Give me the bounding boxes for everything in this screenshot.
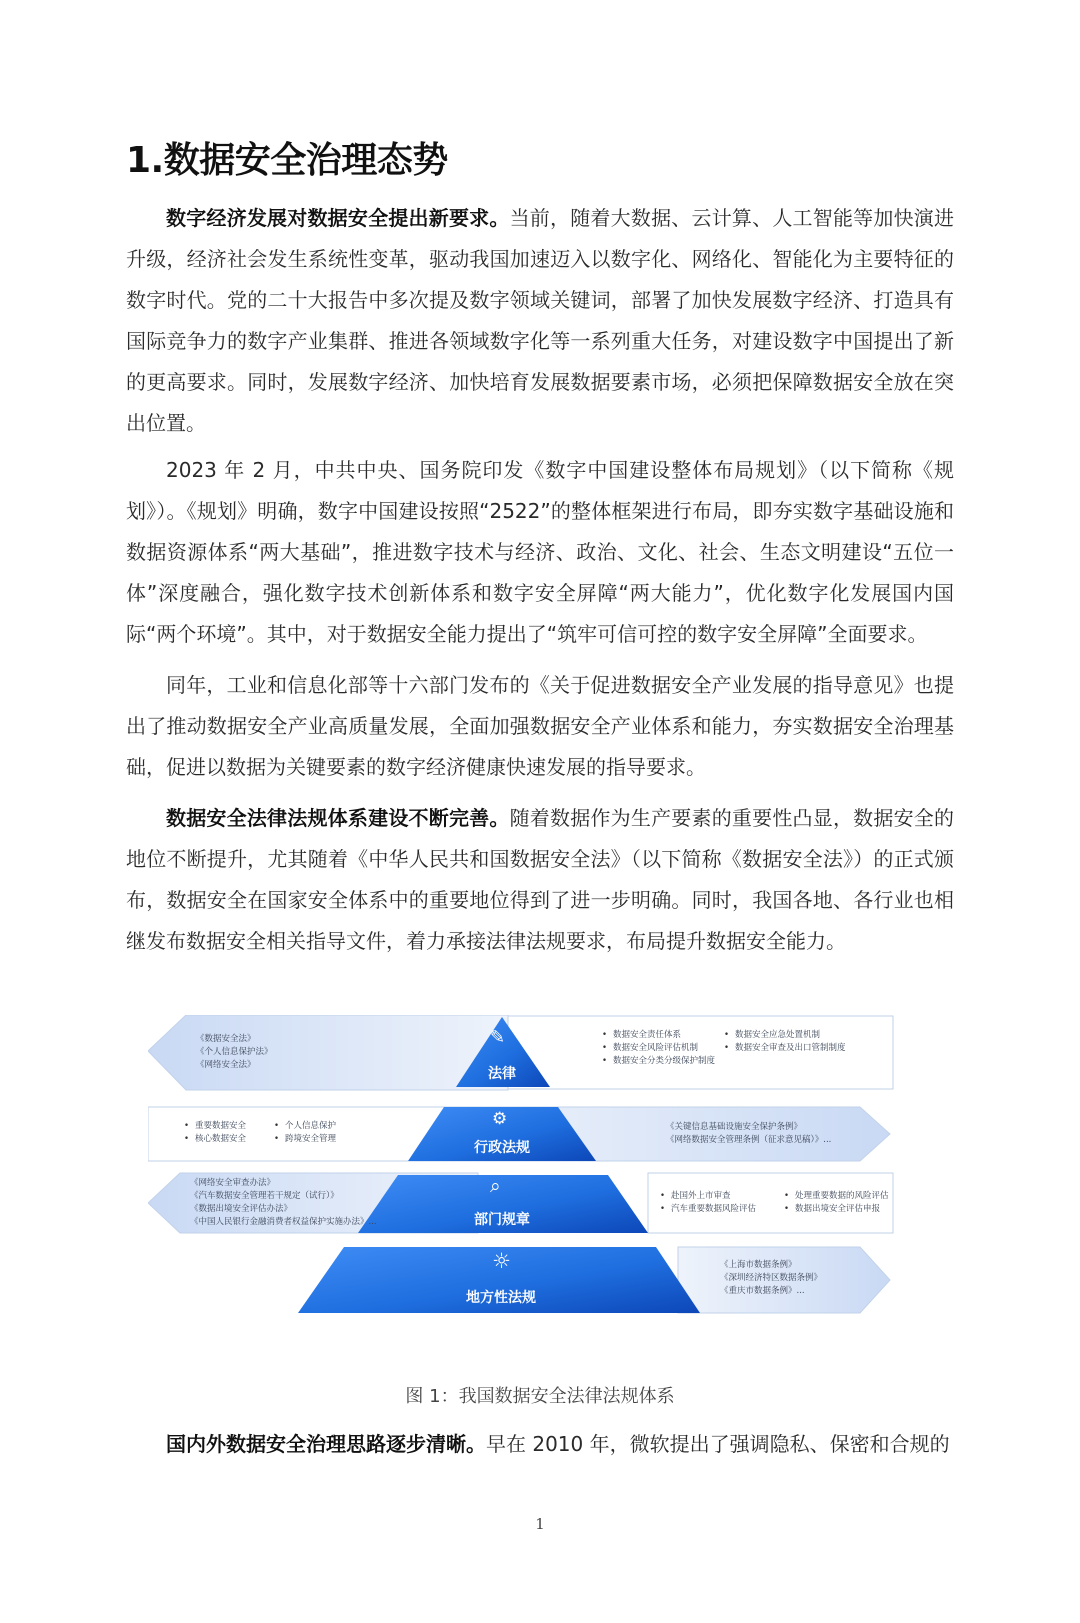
list-item: 《网络安全审查办法》 (190, 1178, 276, 1188)
list-item: 《网络安全法》 (196, 1060, 256, 1070)
legal-framework-pyramid-figure (148, 1015, 928, 1355)
law-right-list-a (600, 1029, 715, 1068)
lightbulb-icon: ☼ (492, 1249, 511, 1273)
figure-caption: 图 1：我国数据安全法律法规体系 (405, 1386, 675, 1407)
list-item: • 重要数据安全 (182, 1120, 246, 1133)
paragraph-lead: 国内外数据安全治理思路逐步清晰。 (166, 1432, 486, 1456)
tier-label-local: 地方性法规 (466, 1290, 536, 1306)
admin-right-list (666, 1121, 831, 1147)
admin-left-list (182, 1120, 336, 1146)
list-item: 《深圳经济特区数据条例》 (720, 1273, 823, 1283)
paragraph-digital-economy (126, 198, 954, 444)
list-item: • 跨境安全管理 (272, 1133, 336, 1146)
list-item: • 数据安全审查及出口管制制度 (722, 1042, 846, 1055)
list-item: • 汽车重要数据风险评估 (658, 1203, 756, 1216)
list-item: 《数据安全法》 (196, 1034, 256, 1044)
list-item: • 个人信息保护 (272, 1120, 336, 1133)
list-item: 《中国人民银行金融消费者权益保护实施办法》... (190, 1217, 377, 1227)
search-icon: ⌕ (490, 1175, 501, 1197)
list-item: • 处理重要数据的风险评估 (782, 1190, 889, 1203)
list-item: 《上海市数据条例》 (720, 1260, 797, 1270)
local-right-list (720, 1259, 822, 1298)
law-left-list (196, 1033, 273, 1072)
paragraph-text: 早在 2010 年，微软提出了强调隐私、保密和合规的 (486, 1432, 950, 1456)
list-item: 《数据出境安全评估办法》 (190, 1204, 293, 1214)
gear-icon: ⚙ (492, 1109, 508, 1129)
list-item: • 数据出境安全评估申报 (782, 1203, 889, 1216)
list-item: • 核心数据安全 (182, 1133, 246, 1146)
list-item: • 数据安全风险评估机制 (600, 1042, 715, 1055)
section-title: 1.数据安全治理态势 (126, 140, 448, 181)
gavel-icon: ✎ (490, 1027, 506, 1048)
paragraph-legal-system (126, 798, 954, 962)
list-item: • 数据安全分类分级保护制度 (600, 1055, 715, 1068)
list-item: • 赴国外上市审查 (658, 1190, 756, 1203)
list-item: 《汽车数据安全管理若干规定（试行）》 (190, 1191, 339, 1201)
paragraph-digital-china-plan (126, 450, 954, 655)
tier-label-admin: 行政法规 (474, 1140, 530, 1156)
list-item: 《关键信息基础设施安全保护条例》 (666, 1122, 803, 1132)
tier-label-law: 法律 (488, 1066, 516, 1082)
dept-right-list (658, 1190, 889, 1216)
list-item: 《重庆市数据条例》... (720, 1286, 805, 1296)
list-item: • 数据安全责任体系 (600, 1029, 715, 1042)
law-right-list-b (722, 1029, 846, 1055)
list-item: 《个人信息保护法》 (196, 1047, 273, 1057)
list-item: 《网络数据安全管理条例（征求意见稿）》... (666, 1135, 832, 1145)
paragraph-text: 当前，随着大数据、云计算、人工智能等加快演进升级，经济社会发生系统性变革，驱动我国加速迈入以数字化、网络化、智能化为主要特征的数字时代。党的二十大报告中多次提及数字领域关键词，部署了加快发展数字经济、打造具有国际竞争力的数字产业集群、推进各领域数字化等一系列重大任务，对建设数字中国提出了新的更高要求。同时，发展数字经济、加快培育发展数据要素市场，必须把保障数据安全放在突出位置。 (126, 206, 955, 435)
paragraph-industry-guidance (126, 665, 954, 788)
paragraph-text: 2023 年 2 月，中共中央、国务院印发《数字中国建设整体布局规划》（以下简称《规划》）。《规划》明确，数字中国建设按照“2522”的整体框架进行布局，即夯实数字基础设施和数据资源体系“两大基础”，推进数字技术与经济、政治、文化、社会、生态文明建设“五位一体”深度融合，强化数字技术创新体系和数字安全屏障“两大能力”，优化数字化发展国内国际“两个环境”。其中，对于数据安全能力提出了“筑牢可信可控的数字安全屏障”全面要求。 (126, 458, 954, 646)
dept-left-list (190, 1177, 377, 1229)
paragraph-text: 随着数据作为生产要素的重要性凸显，数据安全的地位不断提升，尤其随着《中华人民共和国数据安全法》（以下简称《数据安全法》）的正式颁布，数据安全在国家安全体系中的重要地位得到了进一步明确。同时，我国各地、各行业也相继发布数据安全相关指导文件，着力承接法律法规要求，布局提升数据安全能力。 (126, 806, 955, 953)
list-item: • 数据安全应急处置机制 (722, 1029, 846, 1042)
paragraph-text: 同年，工业和信息化部等十六部门发布的《关于促进数据安全产业发展的指导意见》也提出了推动数据安全产业高质量发展，全面加强数据安全产业体系和能力，夯实数据安全治理基础，促进以数据为关键要素的数字经济健康快速发展的指导要求。 (126, 673, 954, 779)
paragraph-lead: 数字经济发展对数据安全提出新要求。 (166, 206, 510, 230)
paragraph-governance-approach (126, 1424, 954, 1465)
page-number: 1 (535, 1515, 545, 1533)
paragraph-lead: 数据安全法律法规体系建设不断完善。 (166, 806, 510, 830)
tier-label-dept: 部门规章 (474, 1212, 530, 1228)
